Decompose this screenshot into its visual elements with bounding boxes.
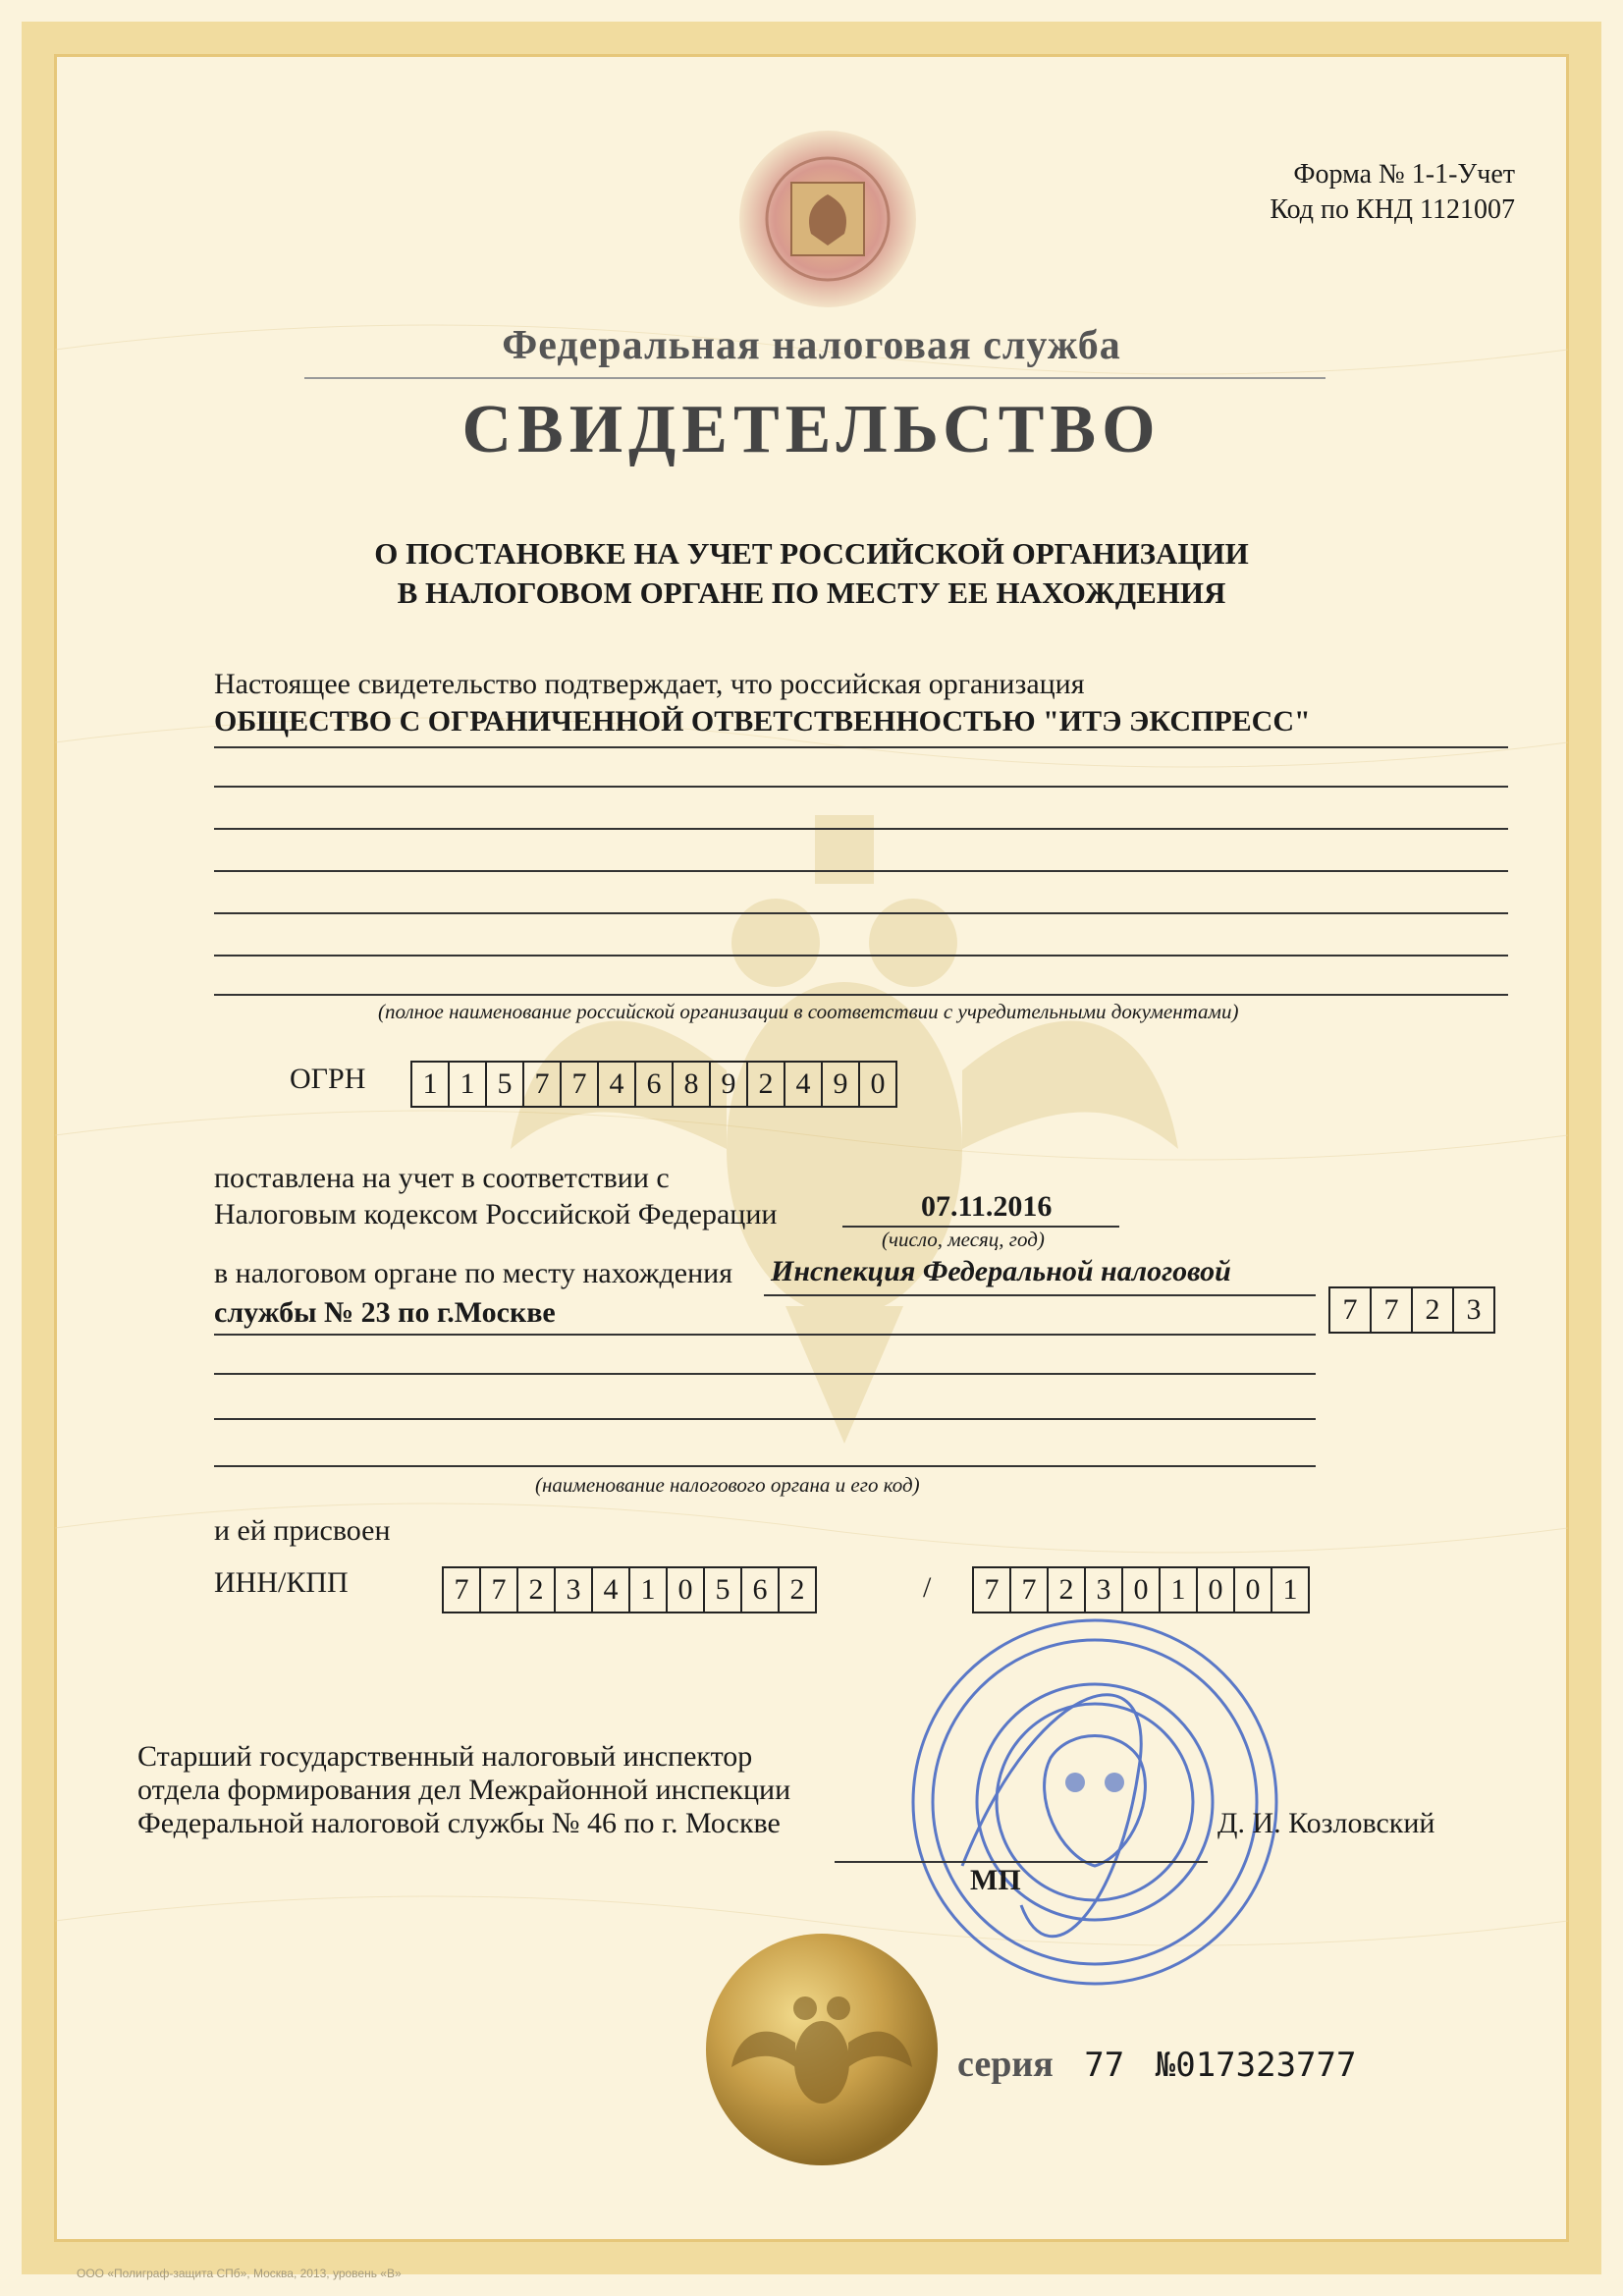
kpp-digit: 7 [1009,1566,1049,1613]
org-name-line [214,955,1508,957]
kpp-cells [974,1566,1310,1613]
tax-office-code-cells [1330,1286,1495,1334]
tax-office-code-digit: 2 [1411,1286,1454,1334]
organization-name: ОБЩЕСТВО С ОГРАНИЧЕННОЙ ОТВЕТСТВЕННОСТЬЮ "ИТЭ ЭКСПРЕСС" [214,705,1311,738]
ogrn-cells [412,1061,897,1108]
ogrn-digit: 9 [709,1061,748,1108]
org-name-line [214,828,1508,830]
signatory-position [137,1740,790,1840]
assigned-label: и ей присвоен [214,1514,391,1547]
tax-office-line [214,1334,1316,1336]
registration-line2: Налоговым кодексом Российской Федерации [214,1198,778,1230]
signatory-position-line2: отдела формирования дел Межрайонной инспекции [137,1774,791,1806]
inn-kpp-separator: / [923,1571,932,1604]
tax-office-line [214,1465,1316,1467]
document-subtitle-line2: В НАЛОГОВОМ ОРГАНЕ ПО МЕСТУ ЕЕ НАХОЖДЕНИЯ [397,575,1226,610]
serial-block [957,2043,1356,2086]
ogrn-digit: 9 [821,1061,860,1108]
document-title: СВИДЕТЕЛЬСТВО [461,392,1162,467]
knd-code: Код по КНД 1121007 [1270,194,1515,225]
ogrn-digit: 1 [410,1061,450,1108]
signatory-position-line3: Федеральной налоговой службы № 46 по г. Москве [137,1807,781,1839]
org-name-caption: (полное наименование российской организации в соответствии с учредительными документами) [378,1000,1239,1023]
kpp-digit: 0 [1121,1566,1161,1613]
kpp-digit: 0 [1233,1566,1272,1613]
ogrn-digit: 4 [597,1061,636,1108]
ogrn-digit: 0 [858,1061,897,1108]
registration-line1: поставлена на учет в соответствии с [214,1162,670,1194]
form-number: Форма № 1-1-Учет [1293,159,1515,190]
kpp-digit: 2 [1047,1566,1086,1613]
kpp-digit: 0 [1196,1566,1235,1613]
inn-digit: 7 [442,1566,481,1613]
inn-digit: 6 [740,1566,780,1613]
tax-office-line [214,1418,1316,1420]
signature-line [835,1861,1208,1863]
ogrn-digit: 6 [634,1061,674,1108]
org-name-line [214,870,1508,872]
inn-digit: 3 [554,1566,593,1613]
stamp-place-label: МП [970,1864,1021,1896]
agency-underline [304,377,1325,379]
inn-kpp-label: ИНН/КПП [214,1566,349,1599]
inn-cells [444,1566,817,1613]
org-name-line [214,746,1508,748]
tax-office-intro: в налоговом органе по месту нахождения [214,1257,733,1289]
double-headed-eagle-watermark-icon [491,776,1198,1463]
inn-digit: 5 [703,1566,742,1613]
kpp-digit: 7 [972,1566,1011,1613]
gold-seal-icon [702,1930,943,2170]
tax-office-name-line2: службы № 23 по г.Москве [214,1296,556,1329]
org-name-line [214,786,1508,788]
ogrn-digit: 5 [485,1061,524,1108]
org-name-line [214,912,1508,914]
org-name-line [214,994,1508,996]
tax-office-line [214,1373,1316,1375]
ogrn-digit: 2 [746,1061,785,1108]
document-subtitle-line1: О ПОСТАНОВКЕ НА УЧЕТ РОССИЙСКОЙ ОРГАНИЗАЦИИ [374,536,1249,571]
tax-office-code-digit: 7 [1370,1286,1413,1334]
tax-office-code-digit: 3 [1452,1286,1495,1334]
inn-digit: 1 [628,1566,668,1613]
inn-digit: 0 [666,1566,705,1613]
tax-office-name-line1: Инспекция Федеральной налоговой [771,1255,1231,1287]
serial-label: серия [957,2044,1054,2085]
hologram-emblem-icon [734,126,921,312]
kpp-digit: 1 [1271,1566,1310,1613]
official-stamp-icon [903,1611,1286,1994]
ogrn-digit: 7 [522,1061,562,1108]
signatory-name: Д. И. Козловский [1217,1807,1435,1839]
inn-digit: 2 [516,1566,556,1613]
registration-date: 07.11.2016 [921,1190,1053,1223]
kpp-digit: 1 [1159,1566,1198,1613]
ogrn-digit: 1 [448,1061,487,1108]
certificate-intro: Настоящее свидетельство подтверждает, что российская организация [214,668,1085,700]
tax-office-line [764,1294,1316,1296]
inn-digit: 7 [479,1566,518,1613]
date-caption: (число, месяц, год) [882,1228,1045,1251]
serial-series: 77 [1084,2046,1125,2085]
kpp-digit: 3 [1084,1566,1123,1613]
tax-office-code-digit: 7 [1328,1286,1372,1334]
serial-number: №017323777 [1155,2046,1357,2085]
ogrn-label: ОГРН [290,1063,366,1095]
inn-digit: 2 [778,1566,817,1613]
signatory-position-line1: Старший государственный налоговый инспектор [137,1740,753,1773]
ogrn-digit: 7 [560,1061,599,1108]
inn-digit: 4 [591,1566,630,1613]
ogrn-digit: 8 [672,1061,711,1108]
agency-name: Федеральная налоговая служба [502,323,1121,368]
form-number-block [1270,157,1515,228]
tax-office-caption: (наименование налогового органа и его код) [535,1473,920,1497]
printer-imprint: ООО «Полиграф-защита СПб», Москва, 2013, уровень «В» [77,2267,402,2280]
ogrn-digit: 4 [784,1061,823,1108]
